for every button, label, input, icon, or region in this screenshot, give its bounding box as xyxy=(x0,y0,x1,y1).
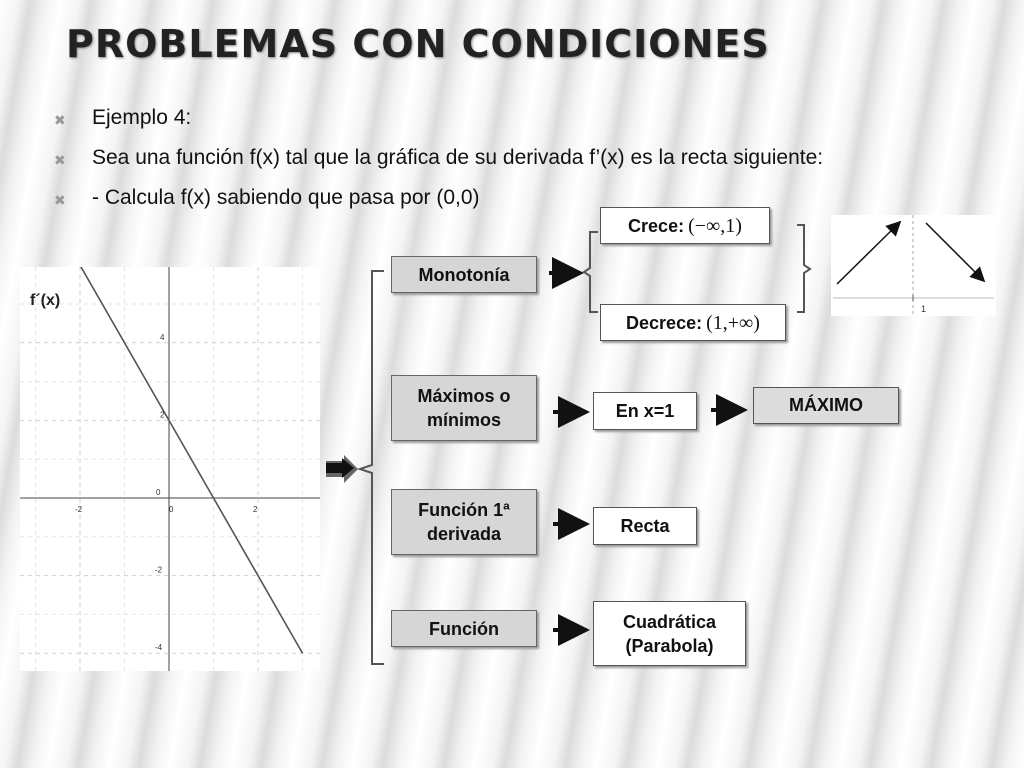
funcion-box: Función xyxy=(391,610,537,647)
maximos-minimos-box: Máximos o mínimos xyxy=(391,375,537,441)
x-tick-label: 0 xyxy=(169,505,174,514)
decrece-box xyxy=(600,304,786,341)
x-tick-label: 2 xyxy=(253,505,258,514)
crece-label: Crece: xyxy=(628,215,685,236)
mini-tick-label: 1 xyxy=(921,304,927,314)
x-bullet-icon: ✖ xyxy=(54,152,66,168)
slide-title: PROBLEMAS CON CONDICIONES xyxy=(66,22,770,66)
graph-function-label: f´(x) xyxy=(30,292,61,309)
recta-box: Recta xyxy=(593,507,697,545)
en-x-box: En x=1 xyxy=(593,392,697,430)
bullet-text: - Calcula f(x) sabiendo que pasa por (0,0) xyxy=(92,186,480,209)
bullet-text: Sea una función f(x) tal que la gráfica de su derivada f’(x) es la recta siguiente: xyxy=(92,146,824,169)
x-tick-label: -2 xyxy=(75,505,83,514)
cuadratica-line1: Cuadrática xyxy=(622,611,717,632)
y-tick-label: 4 xyxy=(160,332,165,342)
monotonia-box: Monotonía xyxy=(391,256,537,293)
cuadratica-line2: (Parabola) xyxy=(625,635,714,656)
result-brace xyxy=(797,225,810,312)
left-brace xyxy=(360,271,384,664)
crece-interval: (−∞,1) xyxy=(688,214,742,237)
decreasing-arrow-icon xyxy=(926,223,981,278)
x-bullet-icon: ✖ xyxy=(54,192,66,208)
maximo-box: MÁXIMO xyxy=(753,387,899,424)
cuadratica-box xyxy=(593,601,746,666)
y-tick-label: -2 xyxy=(155,565,163,575)
crece-box xyxy=(600,207,770,244)
bullet-text: Ejemplo 4: xyxy=(92,106,192,129)
decrece-label: Decrece: xyxy=(626,312,703,333)
increasing-arrow-icon xyxy=(837,225,897,284)
decrece-interval: (1,+∞) xyxy=(706,311,760,334)
x-bullet-icon: ✖ xyxy=(54,112,66,128)
monotony-sketch xyxy=(831,215,996,316)
monotonia-brace xyxy=(584,232,598,312)
y-tick-label: 0 xyxy=(156,488,161,497)
main-arrow-icon xyxy=(326,455,358,483)
y-tick-label: -4 xyxy=(155,643,163,653)
y-tick-label: 2 xyxy=(160,410,165,420)
funcion-derivada-box: Función 1ª derivada xyxy=(391,489,537,555)
